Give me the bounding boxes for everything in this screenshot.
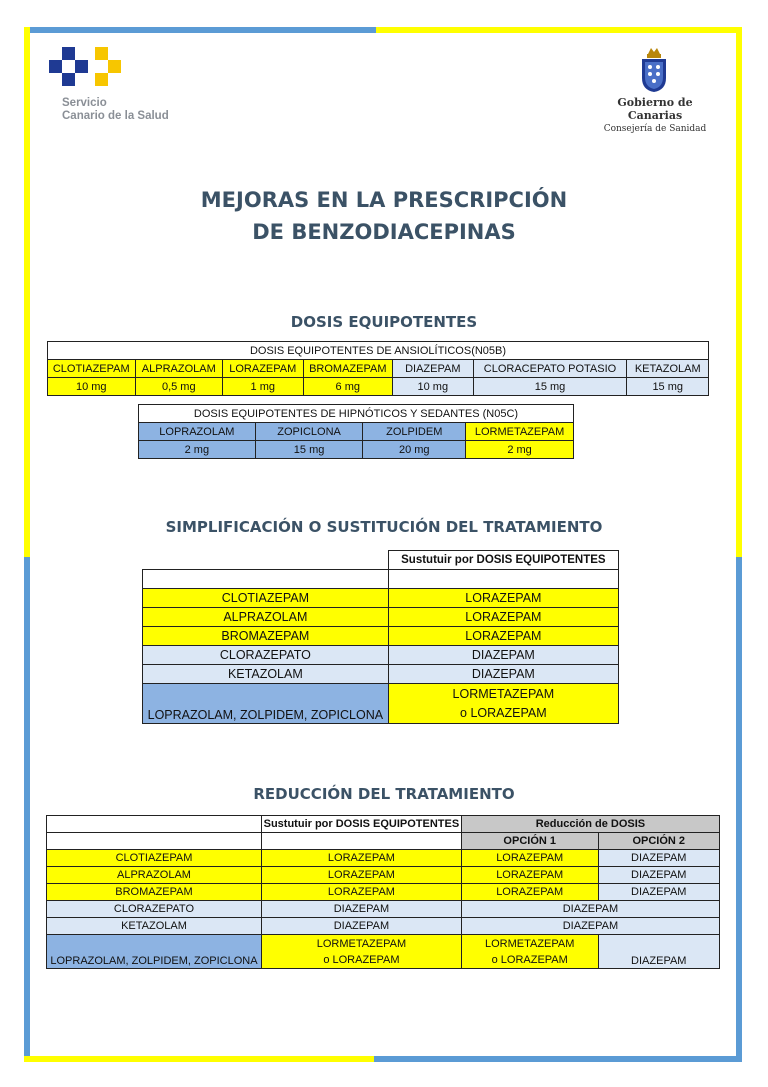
red-op1-cell-multi (461, 935, 598, 969)
ansio-drug-cell: CLORACEPATO POTASIO (473, 360, 627, 378)
ansio-dose-cell: 10 mg (48, 378, 136, 396)
red-drug-cell: LOPRAZOLAM, ZOLPIDEM, ZOPICLONA (47, 935, 262, 969)
red-op1-line1: LORMETAZEPAM (484, 937, 575, 950)
ansio-dose-cell: 6 mg (303, 378, 393, 396)
ansio-drug-cell: BROMAZEPAM (303, 360, 393, 378)
hipno-dose-cell: 20 mg (363, 441, 466, 459)
hipnoticos-table (138, 404, 574, 459)
ansio-dose-cell: 10 mg (393, 378, 473, 396)
sust-drug-cell: KETAZOLAM (143, 665, 389, 684)
sust-drug-cell: BROMAZEPAM (143, 627, 389, 646)
hipno-dose-cell: 15 mg (255, 441, 363, 459)
sust-sub-line2: o LORAZEPAM (460, 705, 547, 720)
red-sub-cell: LORAZEPAM (261, 884, 461, 901)
opcion2-header: OPCIÓN 2 (598, 833, 719, 850)
red-op2-cell: DIAZEPAM (598, 850, 719, 867)
page-title-line2: DE BENZODIACEPINAS (252, 220, 516, 244)
page-title-line1: MEJORAS EN LA PRESCRIPCIÓN (200, 188, 568, 212)
red-sub-cell: LORAZEPAM (261, 867, 461, 884)
red-sustituir-header: Sustutuir por DOSIS EQUIPOTENTES (261, 816, 461, 833)
red-sub-cell-multi (261, 935, 461, 969)
red-op1-cell: LORAZEPAM (461, 850, 598, 867)
frame-top-yellow (376, 27, 742, 33)
ansio-dose-cell: 15 mg (473, 378, 627, 396)
empty-cell (388, 570, 618, 589)
ansio-dose-cell: 15 mg (627, 378, 709, 396)
frame-left-yellow (24, 27, 30, 557)
page-title (0, 184, 768, 248)
frame-top-blue (26, 27, 376, 33)
red-drug-cell: ALPRAZOLAM (47, 867, 262, 884)
scs-org-name (62, 97, 169, 123)
gobierno-org-name (590, 96, 720, 134)
section2-heading: SIMPLIFICACIÓN O SUSTITUCIÓN DEL TRATAMIENTO (165, 518, 603, 536)
ansio-dose-cell: 1 mg (223, 378, 303, 396)
red-drug-cell: BROMAZEPAM (47, 884, 262, 901)
reduccion-table (46, 815, 720, 969)
sust-sub-cell: DIAZEPAM (388, 646, 618, 665)
red-op1-line2: o LORAZEPAM (491, 953, 568, 966)
scs-org-line1: Servicio (62, 97, 107, 109)
hipno-drug-cell: LORMETAZEPAM (466, 423, 574, 441)
sust-sub-cell-multi (388, 684, 618, 724)
red-drug-cell: CLOTIAZEPAM (47, 850, 262, 867)
scs-org-line2: Canario de la Salud (62, 110, 169, 122)
hipnoticos-caption: DOSIS EQUIPOTENTES DE HIPNÓTICOS Y SEDANTES (N05C) (139, 405, 574, 423)
empty-cell (47, 833, 262, 850)
red-sub-line2: o LORAZEPAM (323, 953, 400, 966)
red-sub-cell: DIAZEPAM (261, 901, 461, 918)
red-op2-cell: DIAZEPAM (598, 867, 719, 884)
sust-drug-cell: CLORAZEPATO (143, 646, 389, 665)
frame-bottom-blue (374, 1056, 742, 1062)
ansio-drug-cell: CLOTIAZEPAM (48, 360, 136, 378)
frame-bottom-yellow (24, 1056, 374, 1062)
hipno-drug-cell: ZOLPIDEM (363, 423, 466, 441)
sust-sub-line1: LORMETAZEPAM (452, 686, 555, 701)
reduccion-header: Reducción de DOSIS (461, 816, 719, 833)
scs-logo-icon (46, 44, 126, 94)
frame-right-blue (736, 557, 742, 1062)
ansio-dose-cell: 0,5 mg (135, 378, 223, 396)
gobierno-org-line1: Gobierno de Canarias (617, 96, 693, 122)
red-drug-cell: CLORAZEPATO (47, 901, 262, 918)
sust-drug-cell: ALPRAZOLAM (143, 608, 389, 627)
ansioliticos-caption: DOSIS EQUIPOTENTES DE ANSIOLÍTICOS(N05B) (48, 342, 709, 360)
red-sub-cell: DIAZEPAM (261, 918, 461, 935)
red-merged-cell: DIAZEPAM (461, 918, 719, 935)
sustituir-header: Sustutuir por DOSIS EQUIPOTENTES (388, 551, 618, 570)
gobierno-org-line2: Consejería de Sanidad (603, 124, 707, 134)
red-sub-line1: LORMETAZEPAM (316, 937, 407, 950)
red-op2-cell: DIAZEPAM (598, 935, 719, 969)
frame-left-blue (24, 557, 30, 1062)
ansio-drug-cell: KETAZOLAM (627, 360, 709, 378)
empty-cell (47, 816, 262, 833)
ansioliticos-table (47, 341, 709, 396)
sust-sub-cell: LORAZEPAM (388, 608, 618, 627)
section3-heading: REDUCCIÓN DEL TRATAMIENTO (253, 785, 515, 803)
sust-sub-cell: DIAZEPAM (388, 665, 618, 684)
canarias-crest-icon (638, 46, 670, 94)
red-drug-cell: KETAZOLAM (47, 918, 262, 935)
frame-right-yellow (736, 27, 742, 557)
hipno-dose-cell: 2 mg (139, 441, 256, 459)
red-merged-cell: DIAZEPAM (461, 901, 719, 918)
section1-heading: DOSIS EQUIPOTENTES (290, 313, 478, 331)
sust-sub-cell: LORAZEPAM (388, 627, 618, 646)
red-op2-cell: DIAZEPAM (598, 884, 719, 901)
sust-sub-cell: LORAZEPAM (388, 589, 618, 608)
opcion1-header: OPCIÓN 1 (461, 833, 598, 850)
empty-cell (261, 833, 461, 850)
red-op1-cell: LORAZEPAM (461, 884, 598, 901)
empty-cell (143, 570, 389, 589)
hipno-dose-cell: 2 mg (466, 441, 574, 459)
empty-cell (143, 551, 389, 570)
sust-drug-cell: CLOTIAZEPAM (143, 589, 389, 608)
ansio-drug-cell: LORAZEPAM (223, 360, 303, 378)
hipno-drug-cell: LOPRAZOLAM (139, 423, 256, 441)
ansio-drug-cell: DIAZEPAM (393, 360, 473, 378)
hipno-drug-cell: ZOPICLONA (255, 423, 363, 441)
ansio-drug-cell: ALPRAZOLAM (135, 360, 223, 378)
red-op1-cell: LORAZEPAM (461, 867, 598, 884)
sustitucion-table (142, 550, 619, 724)
sust-drug-cell: LOPRAZOLAM, ZOLPIDEM, ZOPICLONA (143, 684, 389, 724)
red-sub-cell: LORAZEPAM (261, 850, 461, 867)
